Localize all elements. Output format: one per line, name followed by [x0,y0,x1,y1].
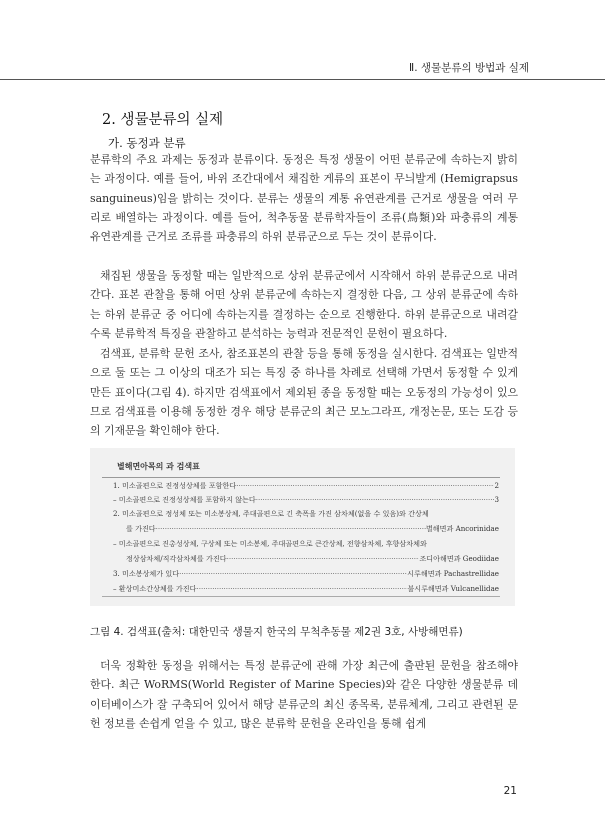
key-line [126,524,499,533]
paragraph-identification: 분류학의 주요 과제는 동정과 분류이다. 동정은 특정 생물이 어떤 분류군에 속하는지 밝히는 과정이다. 예를 들어, 바위 조간대에서 채집한 게류의 표본이 무늬발게 (Hemigrapsus sanguineus)임을 밝히는 것이다. 분류는 생물의 계통 유연관계를 근거로 생물을 여러 무리로 배열하는 과정이다. 예를 들어, 척추동물 분류학자들이 조류(鳥類)와 파충류의 계통 유연관계를 근거로 조류를 파충류의 하위 분류군으로 두는 것이 분류이다. [90,153,518,244]
key-line-text: – 미소골편으로 진총성상체, 구상체 또는 미소봉체, 주대골편으로 큰간상체, 전향삼차체, 후향삼차체와 [113,539,427,548]
leader-dots [256,495,495,504]
key-line-result: 2 [494,481,499,490]
header-rule [0,79,605,80]
key-line [113,539,499,548]
key-line-text: – 미소골편으로 진정성상체를 포함하지 않는다 [113,495,256,504]
leader-dots [227,554,420,563]
key-line [113,495,499,504]
leader-dots [179,569,407,578]
leader-dots [196,584,407,593]
key-line [113,509,499,518]
key-line-text: 3. 미소봉상체가 있다 [113,569,180,578]
key-line [113,584,499,593]
key-title: 별해면아목의 과 검색표 [117,462,200,471]
key-top-rule [102,477,500,478]
paragraph-literature: 더욱 정확한 동정을 위해서는 특정 분류군에 관해 가장 최근에 출판된 문헌을 참조해야 한다. 최근 WoRMS(World Register of Marine Species)와 같은 다양한 생물분류 데이터베이스가 잘 구축되어 있어서 해당 분류군의 최신 종목록, 분류체계, 그리고 관련된 문헌 정보를 손쉽게 얻을 수 있고, 많은 분류학 문헌을 온라인을 통해 쉽게 [90,659,518,730]
leader-dots [236,481,494,490]
key-line [113,569,499,578]
page-number: 21 [503,785,517,797]
key-line-result: 불시루해면과 Vulcanellidae [407,584,499,593]
paragraph-key: 검색표, 분류학 문헌 조사, 참조표본의 관찰 등을 통해 동정을 실시한다. 검색표는 일반적으로 둘 또는 그 이상의 대조가 되는 특징 중 하나를 차례로 선택해 가면서 동정할 수 있게 만든 표이다(그림 4). 하지만 검색표에서 제외된 종을 동정할 때는 오동정의 가능성이 있으므로 검색표를 이용해 동정한 경우 해당 분류군의 최근 모노그라프, 개정논문, 또는 도감 등의 기재문을 확인해야 한다. [90,347,518,438]
figure-caption: 그림 4. 검색표(출처: 대한민국 생물지 한국의 무척추동물 제2권 3호, 사방해면류) [90,626,463,638]
key-bottom-rule [102,596,500,597]
key-line-result: 시루해면과 Pachastrellidae [407,569,499,578]
running-header: Ⅱ. 생물분류의 방법과 실제 [409,62,529,74]
key-line-result: 3 [494,495,499,504]
key-line-text: 1. 미소골편으로 진정성상체를 포함한다 [113,481,237,490]
key-line [113,481,499,490]
key-line [126,554,499,563]
subsection-title: 가. 동정과 분류 [108,136,186,150]
key-line-result: 조디아해면과 Geodiidae [419,554,499,563]
paragraph-procedure: 채집된 생물을 동정할 때는 일반적으로 상위 분류군에서 시작해서 하위 분류군으로 내려간다. 표본 관찰을 통해 어떤 상위 분류군에 속하는지 결정한 다음, 그 상위 분류군에 속하는 하위 분류군 중 어디에 속하는지를 결정하는 순으로 진행한다. 하위 분류군으로 내려갈수록 분류학적 특징을 관찰하고 분석하는 능력과 전문적인 문헌이 필요하다. [90,269,518,340]
key-line-result: 별해면과 Ancorinidae [425,524,499,533]
key-line-text: – 환상미소간상체를 가진다 [113,584,197,593]
key-line-text: 2. 미소골편으로 정성체 또는 미소봉상체, 주대골편으로 긴 축폭을 가진 삼차체(없을 수 있음)와 간상체 [113,509,429,518]
key-line-text: 를 가진다 [126,524,156,533]
key-line-text: 정상삼차체/직각삼차체를 가진다 [126,554,227,563]
leader-dots [156,524,426,533]
section-title: 2. 생물분류의 실제 [102,112,224,128]
